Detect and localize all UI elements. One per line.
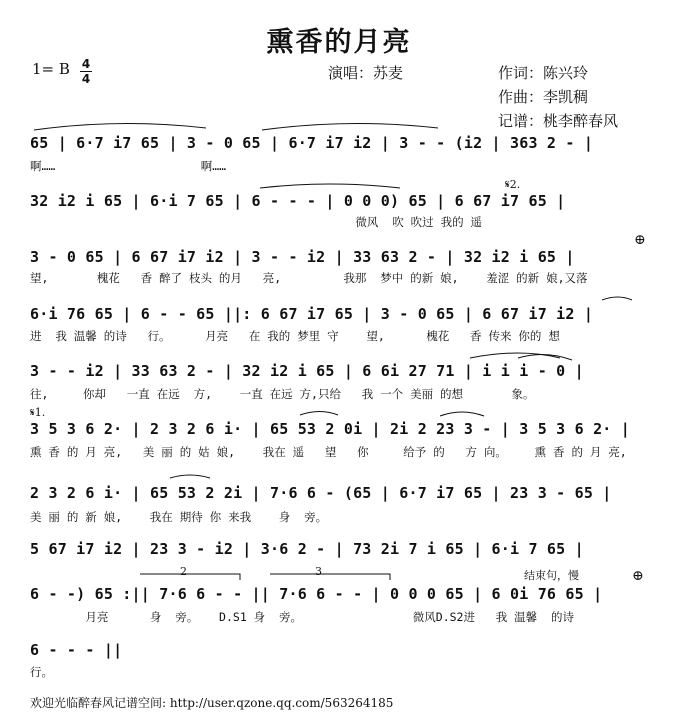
song-title: 熏香的月亮 [266, 27, 412, 58]
singer-credit: 演唱：苏麦 [328, 64, 404, 82]
score-row-5: 3 - - i2 | 33 63 2 - | 32 i2 i 65 | 6 6i 27 71 | i i i - 0 | [30, 362, 584, 380]
volta-2-label: 2 [180, 565, 187, 578]
score-row-10: 6 - - - || [30, 641, 123, 659]
score-row-1: 65 | 6·7 i7 65 | 3 - 0 65 | 6·7 i7 i2 | 3 - - (i2 | 363 2 - | [30, 134, 594, 152]
score-row-9: 6 - -) 65 :|| 7·6 6 - - || 7·6 6 - - | 0 0 0 65 | 6 0i 76 65 | [30, 585, 603, 603]
transcriber-credit: 记谱：桃李醉春风 [498, 112, 619, 130]
score-row-4: 6·i 76 65 | 6 - - 65 ||: 6 67 i7 65 | 3 - 0 65 | 6 67 i7 i2 | [30, 305, 594, 323]
segno-2-marker: 𝄋2. [505, 178, 521, 191]
coda-marker-2: ⊕ [632, 568, 644, 584]
time-signature-top: 4 [81, 57, 91, 71]
lyricist-credit: 作词：陈兴玲 [498, 64, 589, 82]
lyrics-row-3: 望, 槐花 香 醉了 枝头 的月 亮, 我那 梦中 的新 娘, 羞涩 的新 娘,又落 [30, 271, 588, 285]
lyrics-row-7: 美 丽 的 新 娘, 我在 期待 你 来我 身 旁。 [30, 510, 328, 524]
lyrics-row-5: 往, 你却 一直 在远 方, 一直 在远 方,只给 我 一个 美丽 的想 象。 [30, 387, 535, 401]
score-row-7: 2 3 2 6 i· | 65 53 2 2i | 7·6 6 - (65 | 6·7 i7 65 | 23 3 - 65 | [30, 484, 612, 502]
composer-credit: 作曲：李凯稠 [498, 88, 589, 106]
lyrics-row-1: 啊…… 啊…… [30, 159, 227, 173]
score-row-8: 5 67 i7 i2 | 23 3 - i2 | 3·6 2 - | 73 2i 7 i 65 | 6·i 7 65 | [30, 540, 584, 558]
score-row-2: 32 i2 i 65 | 6·i 7 65 | 6 - - - | 0 0 0) 65 | 6 67 i7 65 | [30, 192, 566, 210]
key-signature: 1= B [32, 60, 70, 78]
lyrics-row-4: 进 我 温馨 的诗 行。 月亮 在 我的 梦里 守 望, 槐花 香 传来 你的 想 [30, 329, 560, 343]
time-signature-bottom: 4 [81, 72, 91, 86]
lyrics-row-10: 行。 [30, 665, 53, 679]
score-row-6: 3 5 3 6 2· | 2 3 2 6 i· | 65 53 2 0i | 2i 2 23 3 - | 3 5 3 6 2· | [30, 420, 630, 438]
lyrics-row-2: 微风 吹 吹过 我的 遥 [30, 215, 483, 229]
score-row-3: 3 - 0 65 | 6 67 i7 i2 | 3 - - i2 | 33 63 2 - | 32 i2 i 65 | [30, 248, 575, 266]
ending-instruction: 结束句，慢 [524, 569, 579, 582]
lyrics-row-6: 熏 香 的 月 亮, 美 丽 的 姑 娘, 我在 遥 望 你 给予 的 方 向。 熏 香 的 月 亮, [30, 445, 627, 459]
footer-credit: 欢迎光临醉春风记谱空间: http://user.qzone.qq.com/563264185 [30, 696, 394, 710]
lyrics-row-9: 月亮 身 旁。 D.S1 身 旁。 微风D.S2进 我 温馨 的诗 [30, 610, 575, 624]
volta-3-label: 3 [315, 565, 322, 578]
segno-1-marker: 𝄋1. [30, 406, 46, 419]
coda-marker: ⊕ [634, 232, 646, 248]
